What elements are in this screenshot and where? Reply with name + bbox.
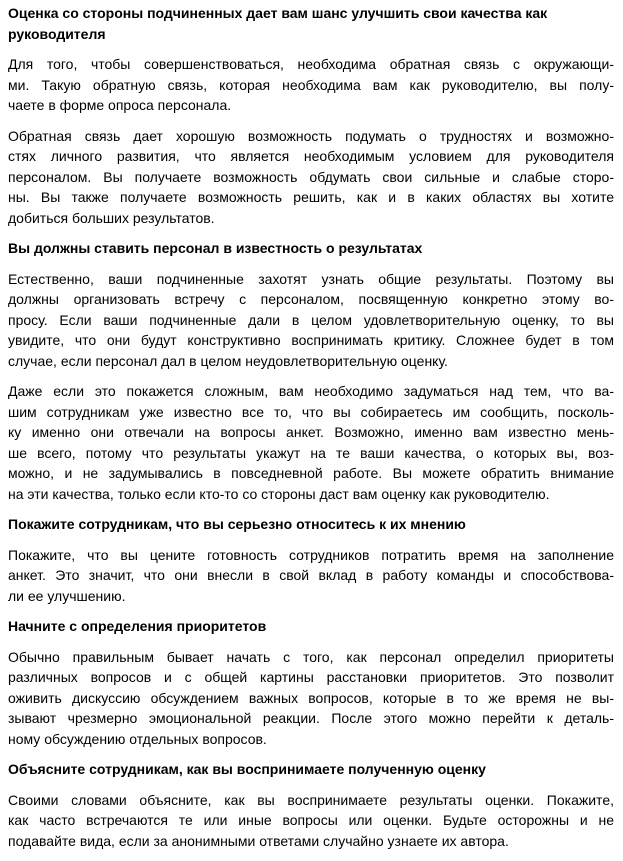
paragraph-line: Даже если это покажется сложным, вам необходимо задуматься над тем, что ва- — [8, 383, 614, 399]
section-heading — [8, 616, 614, 637]
paragraph-line: ли ее улучшению. — [8, 587, 126, 604]
paragraph — [8, 790, 614, 852]
paragraph-line: ше всего, потому что результаты укажут на те ваши качества, о которых вы, воз- — [8, 444, 614, 461]
paragraph-line: ному обсуждению отдельных вопросов. — [8, 730, 267, 747]
paragraph — [8, 545, 614, 607]
paragraph-line: случае, если персонал дал в целом неудовлетворительную оценку. — [8, 352, 448, 369]
paragraph-line: на эти качества, только если кто-то со стороны даст вам оценку как руководителю. — [8, 485, 550, 502]
paragraph — [8, 126, 614, 229]
heading-line: Начните с определения приоритетов — [8, 618, 267, 634]
paragraph-line: Покажите, что вы цените готовность сотрудников потратить время на заполнение — [8, 546, 614, 563]
paragraph-line: как часто встречаются те или иные вопросы или оценки. Будьте осторожны и не — [8, 812, 614, 828]
paragraph-line: должны организовать встречу с персоналом, посвященную конкретно этому во- — [8, 291, 614, 307]
heading-line: Объясните сотрудникам, как вы воспринимаете полученную оценку — [8, 761, 486, 777]
paragraph-line: шим сотрудникам уже известно все то, что вы собираетесь им сообщить, посколь- — [8, 403, 614, 420]
paragraph-line: ми. Такую обратную связь, которая необходима вам как руководителю, вы полу- — [8, 76, 614, 93]
paragraph-line: персоналом. Вы получаете возможность обдумать свои сильные и слабые сторо- — [8, 168, 614, 185]
paragraph-line: ны. Вы также получаете возможность решить, как и в каких областях вы хотите — [8, 189, 614, 205]
document-section — [8, 616, 614, 749]
document-section — [8, 514, 614, 606]
paragraph-line: Своими словами объясните, как вы воспринимаете результаты оценки. Покажите, — [8, 791, 614, 808]
paragraph-line: Обратная связь дает хорошую возможность подумать о трудностях и возможно- — [8, 127, 614, 144]
paragraph — [8, 54, 614, 116]
paragraph-line: различных вопросов и с общей картины расстановки приоритетов. Это позволит — [8, 669, 614, 685]
document-section — [8, 238, 614, 504]
section-heading — [8, 238, 614, 259]
paragraph-line: Обычно правильным бывает начать с того, как персонал определил приоритеты — [8, 648, 614, 665]
paragraph — [8, 269, 614, 372]
paragraph-line: ку именно они отвечали на вопросы анкет. Возможно, именно вам известно мень- — [8, 424, 614, 440]
heading-line: Оценка со стороны подчиненных дает вам шанс улучшить свои качества как — [8, 5, 548, 21]
paragraph-line: добиться больших результатов. — [8, 209, 215, 226]
paragraph-line: анкет. Это значит, что они внесли в свой вклад в работу команды и способствова- — [8, 567, 614, 583]
heading-line: Покажите сотрудникам, что вы серьезно относитесь к их мнению — [8, 516, 466, 532]
paragraph-line: Естественно, ваши подчиненные захотят узнать общие результаты. Поэтому вы — [8, 270, 614, 287]
paragraph — [8, 647, 614, 750]
section-heading — [8, 3, 614, 44]
paragraph-line: можно, и не задумывались в повседневной работе. Вы можете обратить внимание — [8, 465, 614, 481]
section-heading — [8, 514, 614, 535]
paragraph-line: стях личного развития, что является необходимым условием для руководителя — [8, 148, 614, 164]
paragraph-line: чаете в форме опроса персонала. — [8, 97, 232, 113]
document-body — [8, 3, 614, 851]
section-heading — [8, 759, 614, 780]
paragraph-line: Для того, чтобы совершенствоваться, необходима обратная связь с окружающи- — [8, 56, 614, 72]
paragraph-line: просу. Если ваши подчиненные дали в целом удовлетворительную оценку, то вы — [8, 311, 614, 328]
document-section — [8, 759, 614, 851]
paragraph-line: увидите, что они будут конструктивно воспринимать критику. Сложнее будет в том — [8, 332, 614, 348]
heading-line: руководителя — [8, 25, 106, 42]
heading-line: Вы должны ставить персонал в известность о результатах — [8, 240, 423, 256]
document-section — [8, 3, 614, 228]
paragraph — [8, 381, 614, 504]
paragraph-line: оживить дискуссию обсуждением важных вопросов, которые в то же время не вы- — [8, 689, 614, 706]
paragraph-line: зывают чрезмерно эмоциональной реакции. После этого можно перейти к деталь- — [8, 710, 614, 726]
paragraph-line: подавайте вида, если за анонимными ответами случайно узнаете их автора. — [8, 832, 509, 849]
